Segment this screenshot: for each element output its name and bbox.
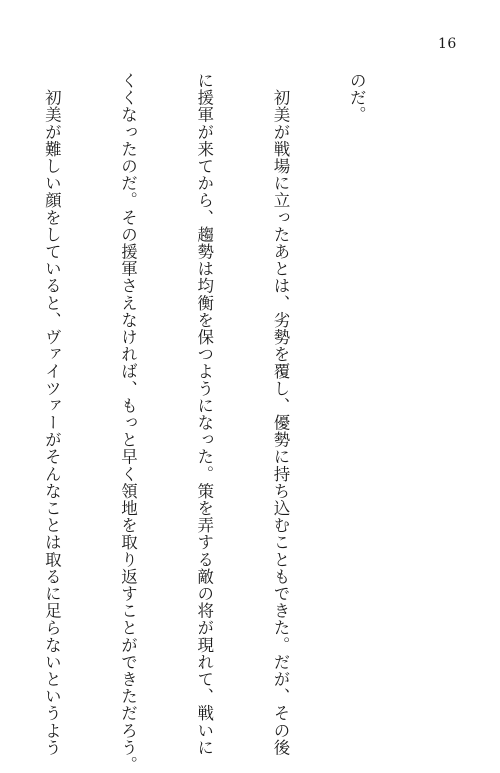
- text-line: 初美が戦場に立ったあとは、劣勢を覆し、優勢に持ち込むこともできた。だが、その後: [270, 72, 290, 756]
- text-line: 初美が難しい顔をしていると、ヴァイツァーがそんなことは取るに足らないというよう: [42, 72, 62, 756]
- text-line: に援軍が来てから、趨勢は均衡を保つようになった。策を弄する敵の将が現れて、戦いに: [194, 72, 214, 756]
- text-line: くくなったのだ。その援軍さえなければ、もっと早く領地を取り返すことができただろう。: [118, 72, 138, 773]
- text-line: のだ。: [347, 72, 367, 124]
- vertical-text-body: [0, 72, 420, 773]
- page-number: 16: [438, 36, 457, 52]
